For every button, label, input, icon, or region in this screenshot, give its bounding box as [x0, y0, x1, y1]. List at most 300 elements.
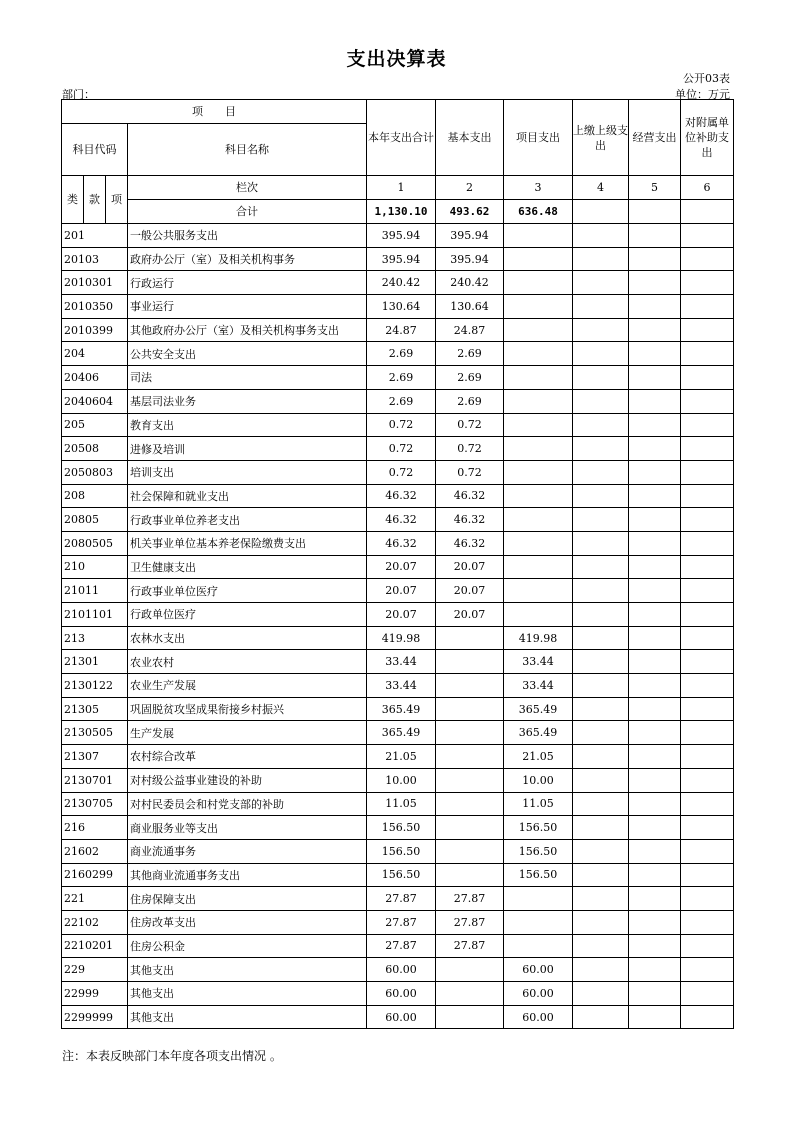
row-upper [573, 224, 629, 248]
header-col-2: 基本支出 [436, 100, 504, 176]
row-business [629, 768, 681, 792]
row-total: 60.00 [367, 1005, 436, 1029]
row-project [504, 224, 573, 248]
row-subsidy [681, 910, 734, 934]
row-business [629, 650, 681, 674]
row-upper [573, 508, 629, 532]
row-name: 行政单位医疗 [128, 603, 367, 627]
row-business [629, 816, 681, 840]
row-project [504, 508, 573, 532]
row-code: 216 [62, 816, 128, 840]
row-project [504, 887, 573, 911]
row-subsidy [681, 887, 734, 911]
row-code: 20103 [62, 247, 128, 271]
row-upper [573, 626, 629, 650]
row-business [629, 437, 681, 461]
row-total: 0.72 [367, 437, 436, 461]
table-row [62, 1005, 734, 1029]
unit-label: 单位：万元 [675, 88, 730, 101]
header-xiang: 项 [106, 176, 128, 224]
row-basic [436, 650, 504, 674]
row-total: 395.94 [367, 224, 436, 248]
header-name: 科目名称 [128, 124, 367, 176]
row-business [629, 1005, 681, 1029]
row-total: 46.32 [367, 484, 436, 508]
row-total: 20.07 [367, 555, 436, 579]
row-subsidy [681, 342, 734, 366]
header-row-1 [62, 100, 734, 124]
row-upper [573, 768, 629, 792]
row-basic [436, 721, 504, 745]
total-c4 [573, 200, 629, 224]
table-row [62, 982, 734, 1006]
table-row [62, 413, 734, 437]
row-upper [573, 247, 629, 271]
row-business [629, 318, 681, 342]
row-subsidy [681, 768, 734, 792]
row-total: 365.49 [367, 697, 436, 721]
row-project: 21.05 [504, 745, 573, 769]
total-c1: 1,130.10 [367, 200, 436, 224]
row-name: 对村民委员会和村党支部的补助 [128, 792, 367, 816]
row-upper [573, 674, 629, 698]
data-rows [62, 224, 734, 1029]
row-code: 20508 [62, 437, 128, 461]
table-row [62, 697, 734, 721]
row-basic: 27.87 [436, 910, 504, 934]
row-subsidy [681, 508, 734, 532]
row-total: 156.50 [367, 863, 436, 887]
row-upper [573, 934, 629, 958]
row-code: 2130505 [62, 721, 128, 745]
row-business [629, 934, 681, 958]
row-basic: 46.32 [436, 531, 504, 555]
row-business [629, 863, 681, 887]
row-code: 20406 [62, 366, 128, 390]
row-basic: 27.87 [436, 934, 504, 958]
row-basic: 130.64 [436, 295, 504, 319]
row-subsidy [681, 626, 734, 650]
row-upper [573, 958, 629, 982]
row-name: 商业服务业等支出 [128, 816, 367, 840]
row-basic: 395.94 [436, 224, 504, 248]
row-project [504, 531, 573, 555]
row-subsidy [681, 437, 734, 461]
department-label: 部门： [62, 88, 95, 101]
row-total: 60.00 [367, 958, 436, 982]
row-project: 156.50 [504, 863, 573, 887]
row-basic [436, 674, 504, 698]
row-name: 一般公共服务支出 [128, 224, 367, 248]
total-c5 [629, 200, 681, 224]
header-code: 科目代码 [62, 124, 128, 176]
row-subsidy [681, 958, 734, 982]
table-row [62, 721, 734, 745]
total-row [62, 200, 734, 224]
header-lei: 类 [62, 176, 84, 224]
row-upper [573, 887, 629, 911]
header-col-5: 经营支出 [629, 100, 681, 176]
row-business [629, 224, 681, 248]
row-total: 11.05 [367, 792, 436, 816]
row-business [629, 295, 681, 319]
row-business [629, 342, 681, 366]
col-num-2: 2 [436, 176, 504, 200]
row-name: 培训支出 [128, 460, 367, 484]
row-project [504, 934, 573, 958]
row-upper [573, 792, 629, 816]
table-row [62, 816, 734, 840]
row-upper [573, 437, 629, 461]
row-project [504, 413, 573, 437]
row-business [629, 792, 681, 816]
row-name: 其他支出 [128, 958, 367, 982]
table-row [62, 366, 734, 390]
row-basic [436, 839, 504, 863]
row-subsidy [681, 1005, 734, 1029]
row-business [629, 531, 681, 555]
row-project [504, 579, 573, 603]
row-total: 46.32 [367, 508, 436, 532]
row-name: 生产发展 [128, 721, 367, 745]
row-subsidy [681, 224, 734, 248]
row-basic [436, 816, 504, 840]
row-subsidy [681, 271, 734, 295]
row-name: 司法 [128, 366, 367, 390]
row-upper [573, 910, 629, 934]
row-basic: 20.07 [436, 579, 504, 603]
row-subsidy [681, 555, 734, 579]
row-project [504, 555, 573, 579]
row-name: 事业运行 [128, 295, 367, 319]
row-business [629, 366, 681, 390]
total-c2: 493.62 [436, 200, 504, 224]
row-name: 其他商业流通事务支出 [128, 863, 367, 887]
row-code: 2130122 [62, 674, 128, 698]
row-name: 商业流通事务 [128, 839, 367, 863]
row-subsidy [681, 792, 734, 816]
row-basic [436, 626, 504, 650]
table-row [62, 484, 734, 508]
row-project [504, 271, 573, 295]
row-name: 行政事业单位养老支出 [128, 508, 367, 532]
header-lanci: 栏次 [128, 176, 367, 200]
row-subsidy [681, 295, 734, 319]
row-name: 公共安全支出 [128, 342, 367, 366]
row-business [629, 745, 681, 769]
row-name: 农林水支出 [128, 626, 367, 650]
row-business [629, 839, 681, 863]
row-upper [573, 295, 629, 319]
form-number: 公开03表 [683, 72, 730, 85]
row-business [629, 626, 681, 650]
header-col-1: 本年支出合计 [367, 100, 436, 176]
row-project: 33.44 [504, 650, 573, 674]
row-code: 2010301 [62, 271, 128, 295]
row-project [504, 389, 573, 413]
row-upper [573, 271, 629, 295]
row-code: 205 [62, 413, 128, 437]
row-upper [573, 342, 629, 366]
table-row [62, 792, 734, 816]
row-project [504, 910, 573, 934]
row-basic: 2.69 [436, 342, 504, 366]
row-project: 10.00 [504, 768, 573, 792]
row-name: 教育支出 [128, 413, 367, 437]
table-row [62, 863, 734, 887]
table-row [62, 674, 734, 698]
row-basic [436, 697, 504, 721]
row-project: 365.49 [504, 721, 573, 745]
row-subsidy [681, 247, 734, 271]
row-basic: 24.87 [436, 318, 504, 342]
row-basic [436, 1005, 504, 1029]
row-business [629, 887, 681, 911]
row-subsidy [681, 318, 734, 342]
row-basic: 0.72 [436, 460, 504, 484]
total-label: 合计 [128, 200, 367, 224]
table-row [62, 910, 734, 934]
row-code: 213 [62, 626, 128, 650]
row-upper [573, 579, 629, 603]
table-row [62, 247, 734, 271]
footnote: 注：本表反映部门本年度各项支出情况 。 [62, 1049, 282, 1063]
expenditure-table [61, 99, 734, 1029]
row-business [629, 389, 681, 413]
row-basic: 20.07 [436, 555, 504, 579]
row-project [504, 295, 573, 319]
row-project [504, 437, 573, 461]
row-total: 21.05 [367, 745, 436, 769]
row-total: 156.50 [367, 816, 436, 840]
row-project [504, 318, 573, 342]
row-basic: 240.42 [436, 271, 504, 295]
row-name: 农业生产发展 [128, 674, 367, 698]
row-subsidy [681, 816, 734, 840]
row-code: 204 [62, 342, 128, 366]
row-code: 2010399 [62, 318, 128, 342]
row-total: 0.72 [367, 460, 436, 484]
row-name: 政府办公厅（室）及相关机构事务 [128, 247, 367, 271]
row-project [504, 460, 573, 484]
row-project: 156.50 [504, 816, 573, 840]
row-total: 27.87 [367, 910, 436, 934]
table-row [62, 437, 734, 461]
row-total: 156.50 [367, 839, 436, 863]
row-code: 2040604 [62, 389, 128, 413]
table-row [62, 958, 734, 982]
row-code: 22999 [62, 982, 128, 1006]
row-business [629, 555, 681, 579]
row-subsidy [681, 934, 734, 958]
row-business [629, 603, 681, 627]
row-project [504, 603, 573, 627]
row-project: 60.00 [504, 958, 573, 982]
row-code: 2160299 [62, 863, 128, 887]
row-total: 365.49 [367, 721, 436, 745]
row-subsidy [681, 839, 734, 863]
row-code: 21602 [62, 839, 128, 863]
row-upper [573, 650, 629, 674]
row-upper [573, 816, 629, 840]
total-c6 [681, 200, 734, 224]
row-total: 20.07 [367, 579, 436, 603]
row-project [504, 484, 573, 508]
table-row [62, 271, 734, 295]
row-code: 2080505 [62, 531, 128, 555]
header-col-4: 上缴上级支出 [573, 100, 629, 176]
row-business [629, 508, 681, 532]
row-basic [436, 863, 504, 887]
table-row [62, 650, 734, 674]
page-title: 支出决算表 [346, 48, 447, 70]
col-num-4: 4 [573, 176, 629, 200]
row-project: 11.05 [504, 792, 573, 816]
row-name: 进修及培训 [128, 437, 367, 461]
row-name: 巩固脱贫攻坚成果衔接乡村振兴 [128, 697, 367, 721]
row-upper [573, 318, 629, 342]
row-subsidy [681, 982, 734, 1006]
row-upper [573, 460, 629, 484]
col-num-1: 1 [367, 176, 436, 200]
row-upper [573, 603, 629, 627]
table-row [62, 460, 734, 484]
row-name: 对村级公益事业建设的补助 [128, 768, 367, 792]
row-name: 机关事业单位基本养老保险缴费支出 [128, 531, 367, 555]
col-num-6: 6 [681, 176, 734, 200]
row-basic: 2.69 [436, 366, 504, 390]
row-basic [436, 982, 504, 1006]
row-total: 60.00 [367, 982, 436, 1006]
row-name: 住房保障支出 [128, 887, 367, 911]
row-basic [436, 958, 504, 982]
row-basic: 0.72 [436, 413, 504, 437]
row-upper [573, 745, 629, 769]
row-business [629, 460, 681, 484]
row-name: 其他支出 [128, 1005, 367, 1029]
row-subsidy [681, 389, 734, 413]
row-business [629, 484, 681, 508]
row-upper [573, 413, 629, 437]
row-code: 21307 [62, 745, 128, 769]
col-num-3: 3 [504, 176, 573, 200]
table-row [62, 934, 734, 958]
row-code: 2299999 [62, 1005, 128, 1029]
row-subsidy [681, 366, 734, 390]
row-basic: 0.72 [436, 437, 504, 461]
row-subsidy [681, 484, 734, 508]
table-row [62, 887, 734, 911]
row-code: 21011 [62, 579, 128, 603]
row-code: 210 [62, 555, 128, 579]
row-name: 行政运行 [128, 271, 367, 295]
row-subsidy [681, 413, 734, 437]
table-row [62, 342, 734, 366]
table-row [62, 531, 734, 555]
row-project [504, 366, 573, 390]
row-business [629, 579, 681, 603]
row-business [629, 674, 681, 698]
row-upper [573, 982, 629, 1006]
row-subsidy [681, 531, 734, 555]
header-kuan: 款 [84, 176, 106, 224]
row-upper [573, 839, 629, 863]
table-row [62, 839, 734, 863]
row-code: 2130701 [62, 768, 128, 792]
row-project: 60.00 [504, 982, 573, 1006]
row-total: 10.00 [367, 768, 436, 792]
row-subsidy [681, 745, 734, 769]
table-row [62, 508, 734, 532]
table-row [62, 295, 734, 319]
col-num-5: 5 [629, 176, 681, 200]
row-subsidy [681, 721, 734, 745]
row-total: 0.72 [367, 413, 436, 437]
row-basic: 46.32 [436, 508, 504, 532]
header-col-6: 对附属单位补助支出 [681, 100, 734, 176]
row-total: 27.87 [367, 934, 436, 958]
row-code: 2050803 [62, 460, 128, 484]
row-basic [436, 745, 504, 769]
row-code: 20805 [62, 508, 128, 532]
row-code: 2210201 [62, 934, 128, 958]
total-c3: 636.48 [504, 200, 573, 224]
row-code: 201 [62, 224, 128, 248]
row-basic [436, 768, 504, 792]
table-row [62, 745, 734, 769]
row-upper [573, 1005, 629, 1029]
row-subsidy [681, 863, 734, 887]
table-row [62, 579, 734, 603]
row-business [629, 271, 681, 295]
row-total: 20.07 [367, 603, 436, 627]
row-subsidy [681, 697, 734, 721]
table-row [62, 626, 734, 650]
table-row [62, 555, 734, 579]
row-upper [573, 863, 629, 887]
row-upper [573, 531, 629, 555]
row-project: 365.49 [504, 697, 573, 721]
row-basic: 27.87 [436, 887, 504, 911]
row-upper [573, 484, 629, 508]
row-code: 2130705 [62, 792, 128, 816]
row-name: 基层司法业务 [128, 389, 367, 413]
row-subsidy [681, 603, 734, 627]
row-code: 229 [62, 958, 128, 982]
row-subsidy [681, 650, 734, 674]
row-project: 60.00 [504, 1005, 573, 1029]
row-name: 农村综合改革 [128, 745, 367, 769]
row-business [629, 413, 681, 437]
header-col-3: 项目支出 [504, 100, 573, 176]
row-total: 2.69 [367, 366, 436, 390]
row-name: 社会保障和就业支出 [128, 484, 367, 508]
row-total: 46.32 [367, 531, 436, 555]
row-basic: 20.07 [436, 603, 504, 627]
row-code: 22102 [62, 910, 128, 934]
row-business [629, 247, 681, 271]
row-name: 住房公积金 [128, 934, 367, 958]
row-upper [573, 697, 629, 721]
table-row [62, 603, 734, 627]
row-project: 33.44 [504, 674, 573, 698]
row-project: 156.50 [504, 839, 573, 863]
table-row [62, 318, 734, 342]
row-name: 农业农村 [128, 650, 367, 674]
row-business [629, 958, 681, 982]
header-item: 项 目 [62, 100, 367, 124]
row-basic [436, 792, 504, 816]
